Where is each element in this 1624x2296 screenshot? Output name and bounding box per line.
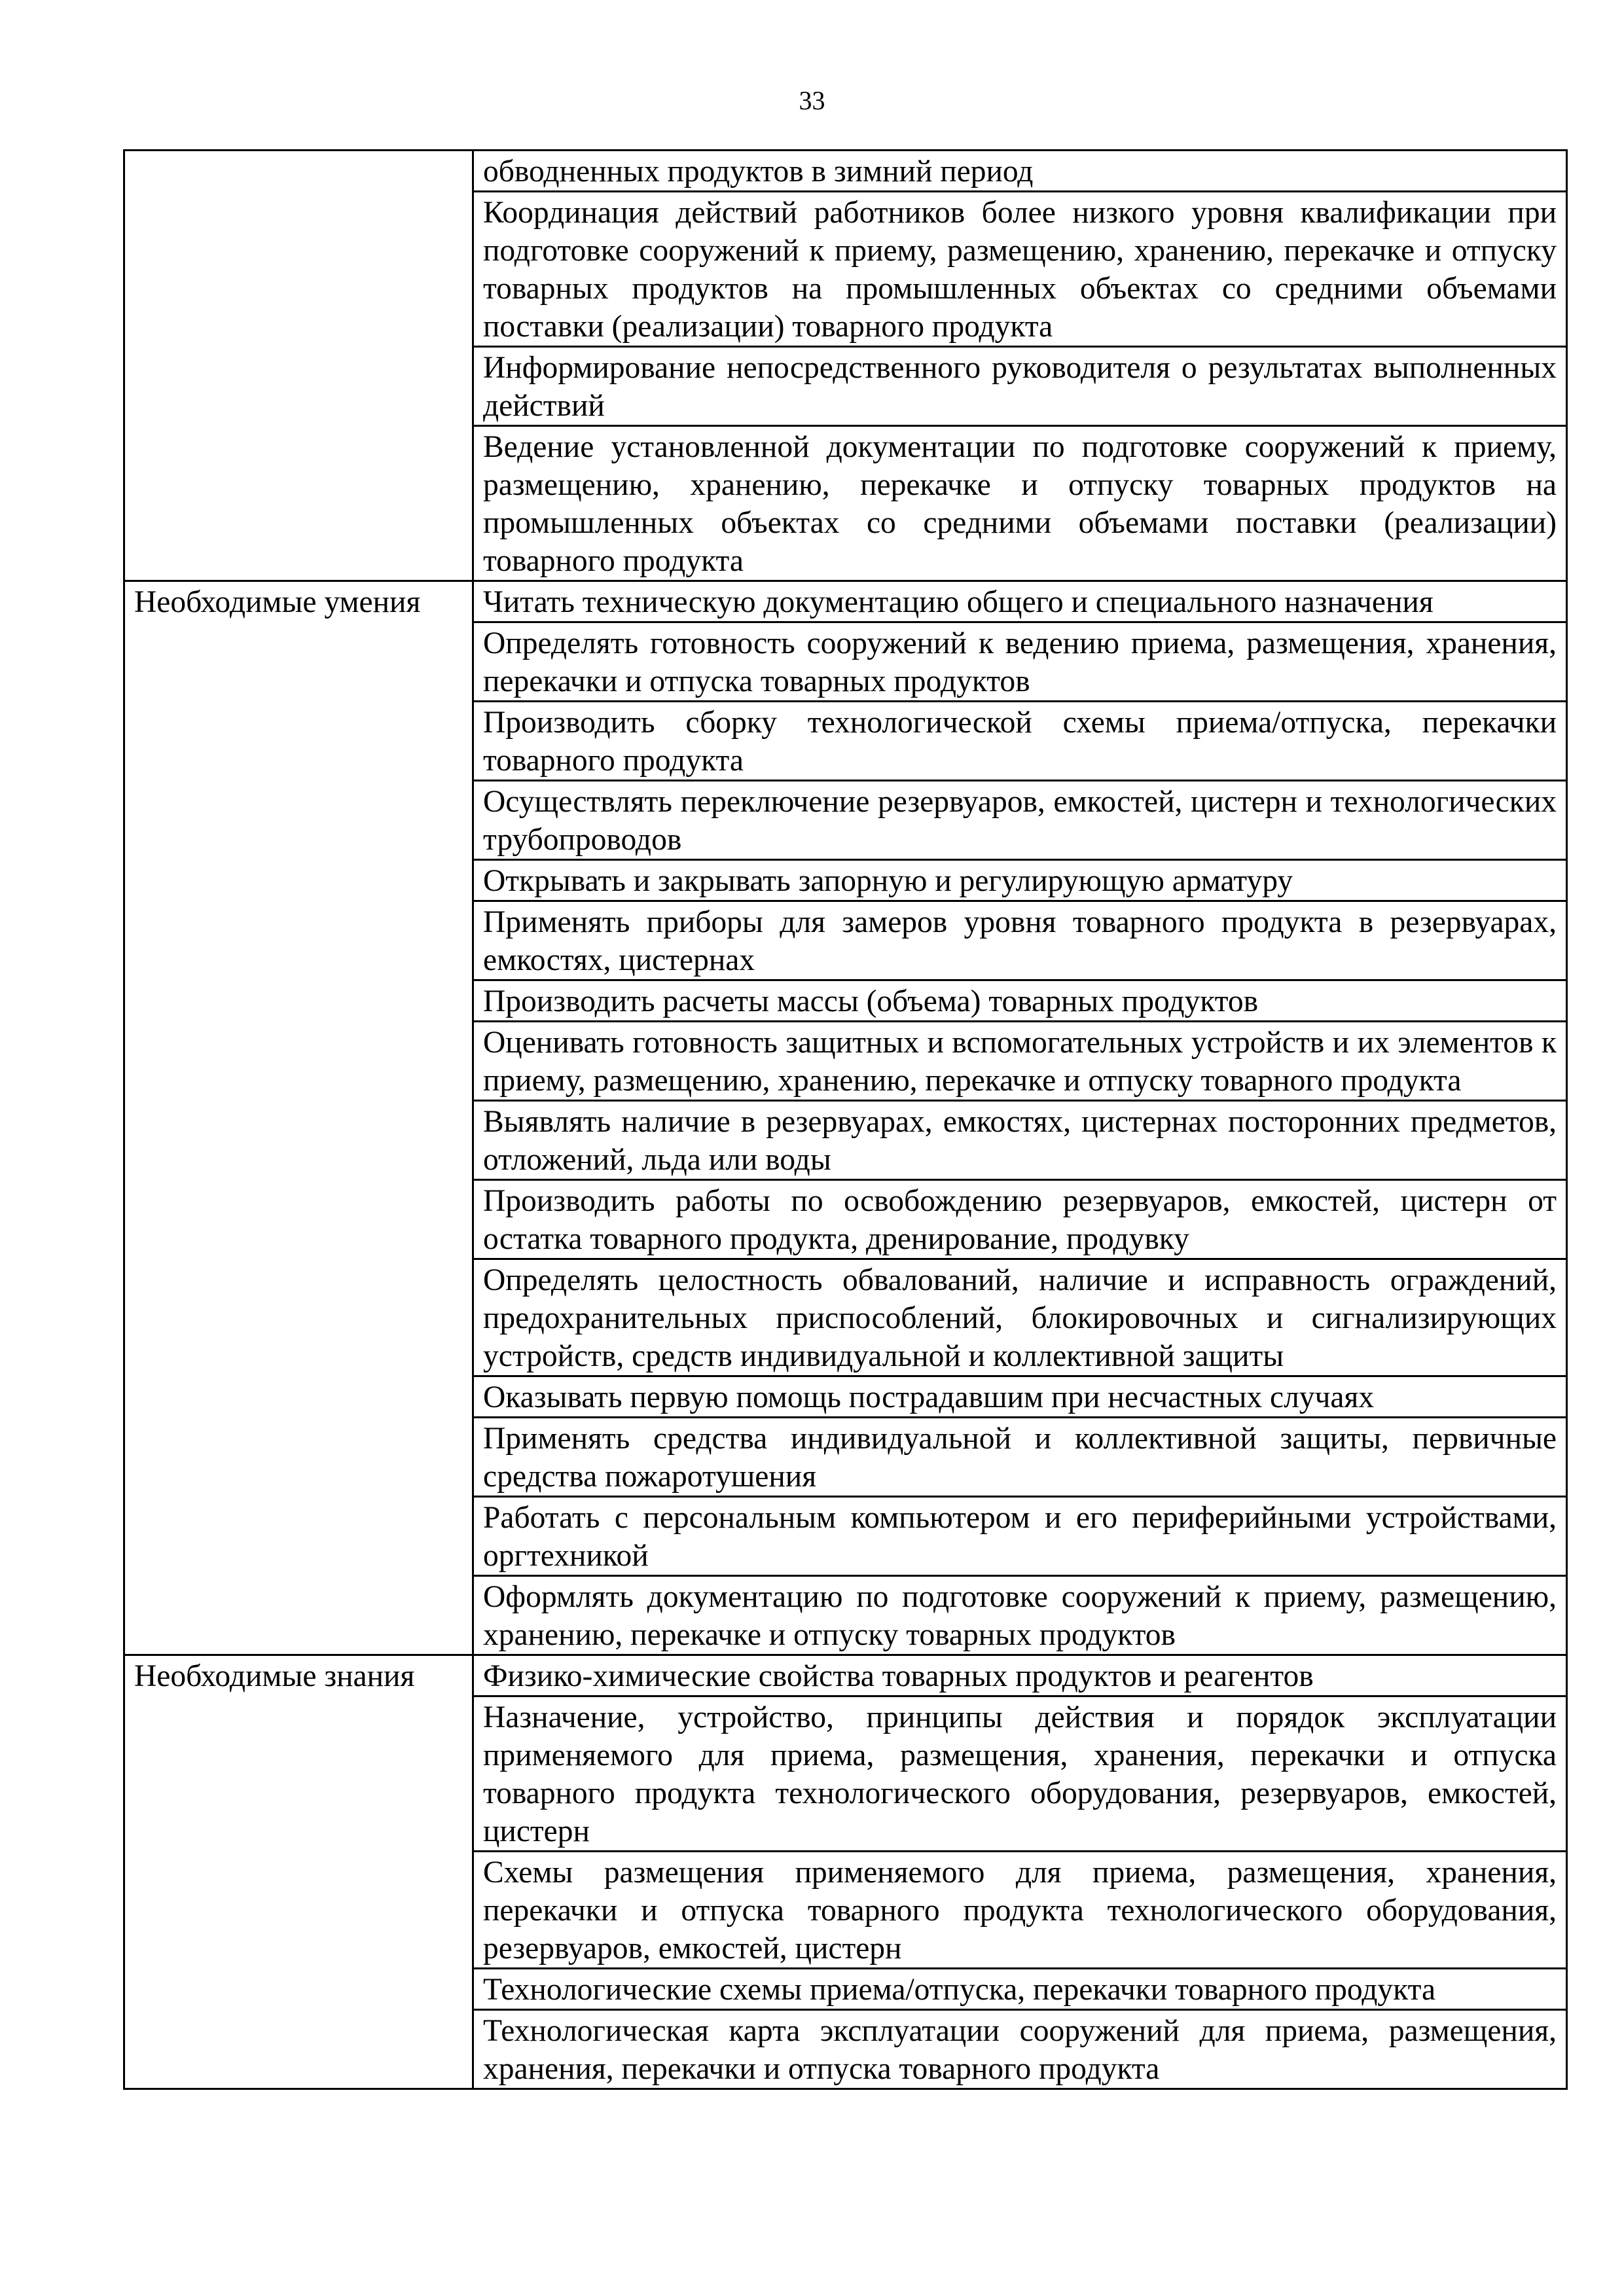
- requirement-item: Оказывать первую помощь пострадавшим при несчастных случаях: [473, 1376, 1567, 1418]
- requirement-item: Читать техническую документацию общего и специального назначения: [473, 581, 1567, 622]
- requirement-item: Определять готовность сооружений к ведению приема, размещения, хранения, перекачки и отпуска товарных продуктов: [473, 622, 1567, 702]
- requirement-item: Производить работы по освобождению резервуаров, емкостей, цистерн от остатка товарного продукта, дренирование, продувку: [473, 1180, 1567, 1259]
- requirement-item: Технологическая карта эксплуатации сооружений для приема, размещения, хранения, перекачки и отпуска товарного продукта: [473, 2010, 1567, 2089]
- requirement-item: Схемы размещения применяемого для приема, размещения, хранения, перекачки и отпуска товарного продукта технологического оборудования, резервуаров, емкостей, цистерн: [473, 1852, 1567, 1969]
- requirement-item: Производить расчеты массы (объема) товарных продуктов: [473, 980, 1567, 1022]
- table-row: [124, 1655, 1567, 1696]
- requirement-item: Производить сборку технологической схемы приема/отпуска, перекачки товарного продукта: [473, 702, 1567, 781]
- requirement-item: Применять средства индивидуальной и коллективной защиты, первичные средства пожаротушения: [473, 1418, 1567, 1497]
- requirement-item: Оформлять документацию по подготовке сооружений к приему, размещению, хранению, перекачке и отпуску товарных продуктов: [473, 1576, 1567, 1655]
- requirement-item: обводненных продуктов в зимний период: [473, 151, 1567, 192]
- requirement-item: Ведение установленной документации по подготовке сооружений к приему, размещению, хранению, перекачке и отпуску товарных продуктов на промышленных объектах со средними объемами поставки (реализации) товарного продукта: [473, 426, 1567, 581]
- requirements-table: [123, 149, 1568, 2090]
- requirement-item: Оценивать готовность защитных и вспомогательных устройств и их элементов к приему, размещению, хранению, перекачке и отпуску товарного продукта: [473, 1022, 1567, 1101]
- requirement-item: Технологические схемы приема/отпуска, перекачки товарного продукта: [473, 1969, 1567, 2010]
- requirement-item: Назначение, устройство, принципы действия и порядок эксплуатации применяемого для приема, размещения, хранения, перекачки и отпуска товарного продукта технологического оборудования, резервуаров, емкостей, цистерн: [473, 1696, 1567, 1852]
- section-label: [124, 151, 473, 581]
- requirement-item: Осуществлять переключение резервуаров, емкостей, цистерн и технологических трубопроводов: [473, 781, 1567, 860]
- requirement-item: Открывать и закрывать запорную и регулирующую арматуру: [473, 860, 1567, 901]
- requirement-item: Информирование непосредственного руководителя о результатах выполненных действий: [473, 347, 1567, 426]
- requirement-item: Работать с персональным компьютером и его периферийными устройствами, оргтехникой: [473, 1497, 1567, 1576]
- requirement-item: Физико-химические свойства товарных продуктов и реагентов: [473, 1655, 1567, 1696]
- section-label: Необходимые знания: [124, 1655, 473, 2089]
- requirement-item: Определять целостность обвалований, наличие и исправность ограждений, предохранительных приспособлений, блокировочных и сигнализирующих устройств, средств индивидуальной и коллективной защиты: [473, 1259, 1567, 1376]
- requirement-item: Координация действий работников более низкого уровня квалификации при подготовке сооружений к приему, размещению, хранению, перекачке и отпуску товарных продуктов на промышленных объектах со средними объемами поставки (реализации) товарного продукта: [473, 192, 1567, 347]
- requirement-item: Выявлять наличие в резервуарах, емкостях, цистернах посторонних предметов, отложений, льда или воды: [473, 1101, 1567, 1180]
- table-row: [124, 581, 1567, 622]
- table-row: [124, 151, 1567, 192]
- table-body: [124, 151, 1567, 2089]
- requirement-item: Применять приборы для замеров уровня товарного продукта в резервуарах, емкостях, цистернах: [473, 901, 1567, 980]
- section-label: Необходимые умения: [124, 581, 473, 1655]
- page-number: 33: [799, 86, 825, 115]
